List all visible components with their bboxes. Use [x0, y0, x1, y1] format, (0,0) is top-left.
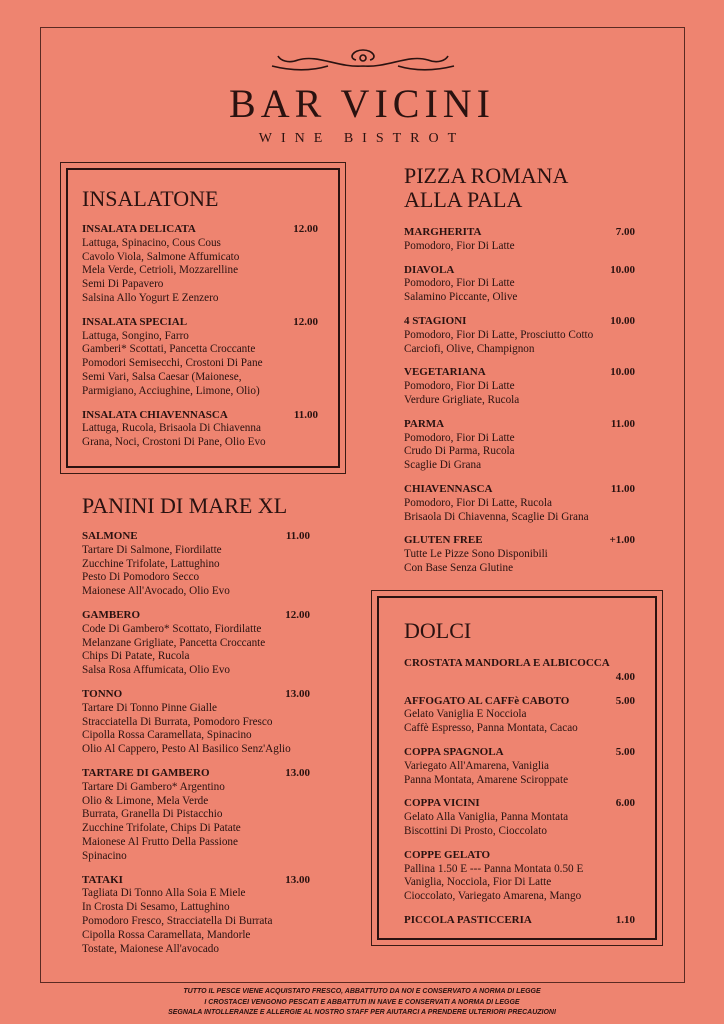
item-description: Carciofi, Olive, Champignon [404, 342, 535, 355]
item-header [404, 849, 635, 863]
item-name: DIAVOLA [404, 263, 455, 276]
item-name: CHIAVENNASCA [404, 482, 493, 495]
item-header [404, 797, 635, 811]
item-description: Salsa Rosa Affumicata, Olio Evo [82, 664, 231, 677]
item-description: Maionese Al Frutto Della Passione [82, 835, 238, 848]
section-panini [82, 494, 314, 966]
item-description: Con Base Senza Glutine [404, 561, 514, 574]
item-header [404, 366, 635, 380]
menu-item [404, 797, 635, 838]
item-header [404, 534, 635, 548]
item-name: GLUTEN FREE [404, 534, 483, 547]
item-description: Zucchine Trifolate, Lattughino [82, 557, 220, 570]
item-name: COPPA SPAGNOLA [404, 745, 504, 758]
item-description: Tagliata Di Tonno Alla Soia E Miele [82, 887, 246, 900]
item-description: Pomodori Semisecchi, Crostoni Di Pane [82, 357, 263, 370]
item-description: Semi Di Papavero [82, 278, 164, 291]
menu-item [404, 366, 635, 407]
item-description: Grana, Noci, Crostoni Di Pane, Olio Evo [82, 436, 266, 449]
item-header [404, 264, 635, 278]
item-name: TONNO [82, 687, 123, 700]
menu-item [82, 409, 322, 450]
item-description: Maionese All'Avocado, Olio Evo [82, 585, 230, 598]
item-name: CROSTATA MANDORLA E ALBICOCCA [404, 657, 610, 669]
item-description: Semi Vari, Salsa Caesar (Maionese, [82, 370, 242, 383]
menu-item [404, 418, 635, 473]
item-description: Lattuga, Spinacino, Cous Cous [82, 236, 221, 249]
item-description: Cipolla Rossa Caramellata, Spinacino [82, 729, 252, 742]
item-price: 5.00 [615, 745, 635, 758]
item-header [82, 767, 314, 781]
item-price: 7.00 [615, 226, 635, 238]
item-price: 12.00 [285, 608, 310, 621]
item-header [404, 315, 635, 329]
footer-line: SEGNALA INTOLLERANZE E ALLERGIE AL NOSTRO STAFF PER AIUTARCI A PRENDERE ULTERIORI PRECAUZIONI [168, 1009, 556, 1016]
item-description: Code Di Gambero* Scottato, Fiordilatte [82, 622, 262, 635]
item-price: 13.00 [285, 687, 310, 700]
item-description: Zucchine Trifolate, Chips Di Patate [82, 822, 241, 835]
item-price: 11.00 [293, 408, 318, 421]
menu-item [404, 746, 635, 787]
item-name: COPPE GELATO [404, 848, 491, 861]
item-price: 10.00 [610, 314, 635, 327]
item-description: Caffè Espresso, Panna Montata, Cacao [404, 722, 578, 735]
item-name: 4 STAGIONI [404, 314, 467, 327]
item-price: 1.10 [615, 913, 635, 926]
item-description: Vaniglia, Nocciola, Fior Di Latte [404, 876, 552, 889]
item-description: Cipolla Rossa Caramellata, Mandorle [82, 928, 251, 941]
item-header [82, 316, 322, 330]
item-description: Gelato Alla Vaniglia, Panna Montata [404, 811, 569, 824]
section-pizza [404, 164, 635, 586]
item-header [82, 409, 322, 423]
menu-item [82, 530, 314, 599]
item-description: Pomodoro, Fior Di Latte, Rucola [404, 496, 552, 509]
item-name: GAMBERO [82, 608, 141, 621]
item-description: Olio Al Cappero, Pesto Al Basilico Senz'Aglio [82, 743, 291, 756]
item-price: 10.00 [610, 263, 635, 276]
item-header [404, 483, 635, 497]
item-description: Tartare Di Tonno Pinne Gialle [82, 701, 217, 714]
item-header [404, 695, 635, 709]
item-description: Pomodoro Fresco, Stracciatella Di Burrata [82, 914, 273, 927]
item-price: 4.00 [615, 670, 635, 683]
item-description: Scaglie Di Grana [404, 459, 482, 472]
item-description: In Crosta Di Sesamo, Lattughino [82, 901, 230, 914]
item-description: Chips Di Patate, Rucola [82, 650, 190, 663]
menu-item [82, 688, 314, 757]
item-price: 13.00 [285, 766, 310, 779]
item-description: Panna Montata, Amarene Sciroppate [404, 773, 569, 786]
brand-subtitle: WINE BISTROT [258, 131, 466, 146]
menu-item [82, 223, 322, 306]
menu-item [82, 609, 314, 678]
item-description: Verdure Grigliate, Rucola [404, 393, 520, 406]
section-dolci [404, 619, 635, 938]
item-price: 10.00 [610, 366, 635, 379]
item-description: Lattuga, Songino, Farro [82, 329, 189, 342]
item-name: COPPA VICINI [404, 797, 480, 810]
item-price: 13.00 [285, 873, 310, 886]
item-header [404, 226, 635, 240]
item-price: 5.00 [615, 694, 635, 707]
menu-item [404, 315, 635, 356]
item-name: INSALATA SPECIAL [82, 315, 188, 328]
item-description: Melanzane Grigliate, Pancetta Croccante [82, 636, 266, 649]
item-price: +1.00 [609, 534, 635, 547]
item-description: Tartare Di Gambero* Argentino [82, 780, 225, 793]
section-title: PANINI DI MARE XL [82, 493, 288, 518]
item-description: Tutte Le Pizze Sono Disponibili [404, 548, 548, 561]
menu-item [404, 657, 635, 685]
item-description: Stracciatella Di Burrata, Pomodoro Fresco [82, 715, 273, 728]
item-description: Salsina Allo Yogurt E Zenzero [82, 291, 219, 304]
item-price: 11.00 [610, 417, 635, 430]
item-header [82, 223, 322, 237]
item-description: Gelato Vaniglia E Nocciola [404, 708, 527, 721]
section-title: DOLCI [404, 618, 472, 643]
item-name: INSALATA DELICATA [82, 223, 196, 235]
item-header [404, 657, 635, 685]
item-description: Variegato All'Amarena, Vaniglia [404, 759, 550, 772]
item-description: Tartare Di Salmone, Fiordilatte [82, 543, 222, 556]
item-name: INSALATA CHIAVENNASCA [82, 408, 228, 421]
item-description: Cioccolato, Variegato Amarena, Mango [404, 890, 582, 903]
footer-line: I CROSTACEI VENGONO PESCATI E ABBATTUTI IN NAVE E CONSERVATI A NORMA DI LEGGE [204, 998, 520, 1006]
item-name: PICCOLA PASTICCERIA [404, 913, 532, 926]
item-price: 12.00 [293, 223, 318, 235]
item-price: 6.00 [615, 797, 635, 810]
item-description: Crudo Di Parma, Rucola [404, 445, 515, 458]
item-description: Burrata, Granella Di Pistacchio [82, 808, 223, 821]
menu-item [82, 767, 314, 864]
item-header [82, 874, 314, 888]
footer-line: TUTTO IL PESCE VIENE ACQUISTATO FRESCO, ABBATTUTO DA NOI E CONSERVATO A NORMA DI LEGGE [183, 988, 541, 995]
menu-item [404, 226, 635, 254]
item-header [82, 609, 314, 623]
menu-item [404, 849, 635, 904]
ornament-icon [268, 46, 458, 74]
section-title: PIZZA ROMANA ALLA PALA [404, 163, 568, 212]
item-header [82, 688, 314, 702]
item-name: AFFOGATO AL CAFFè CABOTO [404, 694, 570, 707]
item-description: Gamberi* Scottati, Pancetta Croccante [82, 343, 256, 356]
item-description: Pomodoro, Fior Di Latte [404, 239, 515, 252]
menu-item [404, 914, 635, 928]
section-title: INSALATONE [82, 186, 219, 211]
item-name: TATAKI [82, 873, 123, 886]
menu-item [404, 695, 635, 736]
brand-title: BAR VICINI [229, 81, 495, 126]
item-description: Pomodoro, Fior Di Latte, Prosciutto Cotto [404, 328, 594, 341]
item-price: 11.00 [610, 482, 635, 495]
menu-item [404, 264, 635, 305]
section-insalatone [82, 187, 322, 460]
item-description: Pomodoro, Fior Di Latte [404, 380, 515, 393]
item-description: Biscottini Di Prosto, Cioccolato [404, 824, 547, 837]
item-header [82, 530, 314, 544]
item-description: Spinacino [82, 849, 127, 862]
item-header [404, 914, 635, 928]
menu-item [404, 483, 635, 524]
item-price: 11.00 [285, 530, 310, 542]
item-description: Cavolo Viola, Salmone Affumicato [82, 250, 240, 263]
menu-item [404, 534, 635, 575]
item-name: MARGHERITA [404, 226, 482, 238]
item-description: Pallina 1.50 E --- Panna Montata 0.50 E [404, 862, 584, 875]
item-description: Pesto Di Pomodoro Secco [82, 571, 200, 584]
item-name: SALMONE [82, 530, 138, 542]
item-description: Lattuga, Rucola, Brisaola Di Chiavenna [82, 422, 261, 435]
item-header [404, 418, 635, 432]
menu-item [82, 316, 322, 399]
item-name: VEGETARIANA [404, 366, 486, 379]
item-name: PARMA [404, 417, 445, 430]
item-description: Brisaola Di Chiavenna, Scaglie Di Grana [404, 510, 589, 523]
item-description: Mela Verde, Cetrioli, Mozzarelline [82, 264, 239, 277]
item-description: Parmigiano, Acciughine, Limone, Olio) [82, 384, 260, 397]
item-name: TARTARE DI GAMBERO [82, 766, 210, 779]
item-header [404, 746, 635, 760]
item-price: 12.00 [293, 315, 318, 328]
item-description: Salamino Piccante, Olive [404, 291, 518, 304]
item-description: Pomodoro, Fior Di Latte [404, 277, 515, 290]
footer-notes [0, 987, 724, 1019]
menu-item [82, 874, 314, 957]
item-description: Tostate, Maionese All'avocado [82, 942, 219, 955]
item-description: Pomodoro, Fior Di Latte [404, 431, 515, 444]
item-description: Olio & Limone, Mela Verde [82, 794, 209, 807]
